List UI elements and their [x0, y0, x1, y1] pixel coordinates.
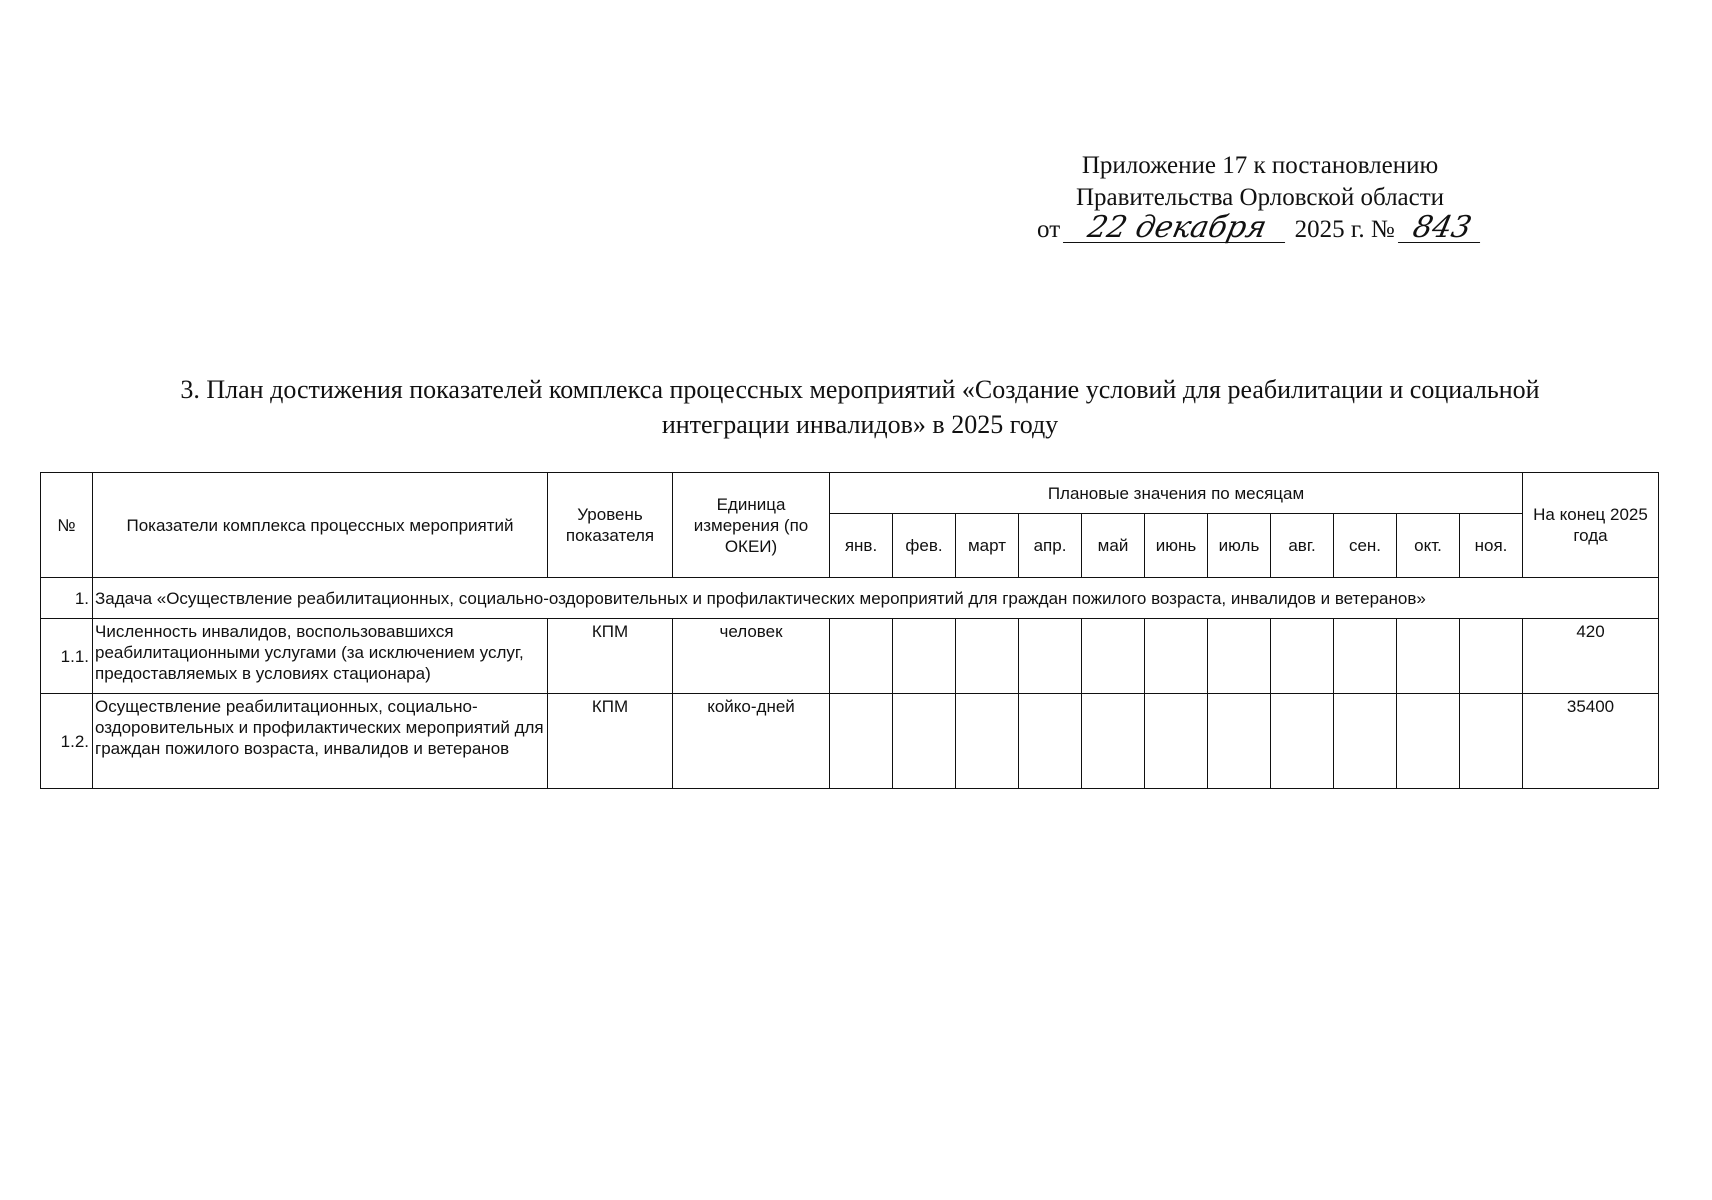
row-month-cell: [1397, 694, 1460, 789]
row-month-cell: [1334, 694, 1397, 789]
row-month-cell: [893, 694, 956, 789]
appendix-year: 2025 г. №: [1294, 216, 1395, 243]
table-row: [41, 619, 1659, 694]
row-month-cell: [1208, 619, 1271, 694]
row-month-cell: [1145, 619, 1208, 694]
row-month-cell: [1271, 619, 1334, 694]
header-year-end: На конец 2025 года: [1523, 473, 1659, 578]
header-month: янв.: [830, 514, 893, 578]
handwritten-date: 22 декабря: [1063, 214, 1291, 243]
row-month-cell: [1460, 619, 1523, 694]
appendix-prefix: от: [1037, 216, 1061, 243]
header-indicator: Показатели комплекса процессных мероприятий: [93, 473, 548, 578]
appendix-line-3: [1000, 210, 1520, 246]
header-month: фев.: [893, 514, 956, 578]
row-month-cell: [1271, 694, 1334, 789]
row-year-end: 420: [1523, 619, 1659, 694]
header-month: июнь: [1145, 514, 1208, 578]
task-row: [41, 578, 1659, 619]
task-text: Задача «Осуществление реабилитационных, социально-оздоровительных и профилактических мероприятий для граждан пожилого возраста, инвалидов и ветеранов»: [93, 578, 1659, 619]
row-month-cell: [956, 619, 1019, 694]
header-num: №: [41, 473, 93, 578]
row-unit: койко-дней: [673, 694, 830, 789]
row-month-cell: [1082, 619, 1145, 694]
document-title: [40, 372, 1680, 442]
row-unit: человек: [673, 619, 830, 694]
row-month-cell: [1460, 694, 1523, 789]
header-month: март: [956, 514, 1019, 578]
row-month-cell: [1397, 619, 1460, 694]
row-indicator: Осуществление реабилитационных, социально-оздоровительных и профилактических мероприятий для граждан пожилого возраста, инвалидов и ветеранов: [93, 694, 548, 789]
row-level: КПМ: [548, 619, 673, 694]
row-month-cell: [956, 694, 1019, 789]
header-month: ноя.: [1460, 514, 1523, 578]
row-month-cell: [893, 619, 956, 694]
row-month-cell: [830, 619, 893, 694]
handwritten-number: 843: [1398, 214, 1486, 243]
row-month-cell: [1082, 694, 1145, 789]
header-month: сен.: [1334, 514, 1397, 578]
row-num: 1.2.: [41, 694, 93, 789]
header-monthly: Плановые значения по месяцам: [830, 473, 1523, 514]
row-month-cell: [1145, 694, 1208, 789]
appendix-block: [1000, 150, 1520, 246]
header-month: апр.: [1019, 514, 1082, 578]
row-month-cell: [1208, 694, 1271, 789]
header-month: окт.: [1397, 514, 1460, 578]
row-month-cell: [1019, 694, 1082, 789]
table-row: [41, 694, 1659, 789]
header-level: Уровень показателя: [548, 473, 673, 578]
header-month: авг.: [1271, 514, 1334, 578]
row-year-end: 35400: [1523, 694, 1659, 789]
header-row-1: [41, 473, 1659, 514]
row-month-cell: [1019, 619, 1082, 694]
title-line-2: интеграции инвалидов» в 2025 году: [661, 410, 1059, 439]
appendix-line-1: Приложение 17 к постановлению: [1081, 152, 1439, 179]
header-month: июль: [1208, 514, 1271, 578]
row-indicator: Численность инвалидов, воспользовавшихся реабилитационными услугами (за исключением услуг, предоставляемых в условиях стационара): [93, 619, 548, 694]
row-num: 1.1.: [41, 619, 93, 694]
row-month-cell: [1334, 619, 1397, 694]
header-month: май: [1082, 514, 1145, 578]
plan-table: [40, 472, 1659, 789]
header-unit: Единица измерения (по ОКЕИ): [673, 473, 830, 578]
appendix-line-2: Правительства Орловской области: [1075, 184, 1445, 211]
row-level: КПМ: [548, 694, 673, 789]
row-month-cell: [830, 694, 893, 789]
title-line-1: 3. План достижения показателей комплекса процессных мероприятий «Создание условий для реабилитации и социальной: [180, 375, 1540, 404]
task-num: 1.: [41, 578, 93, 619]
